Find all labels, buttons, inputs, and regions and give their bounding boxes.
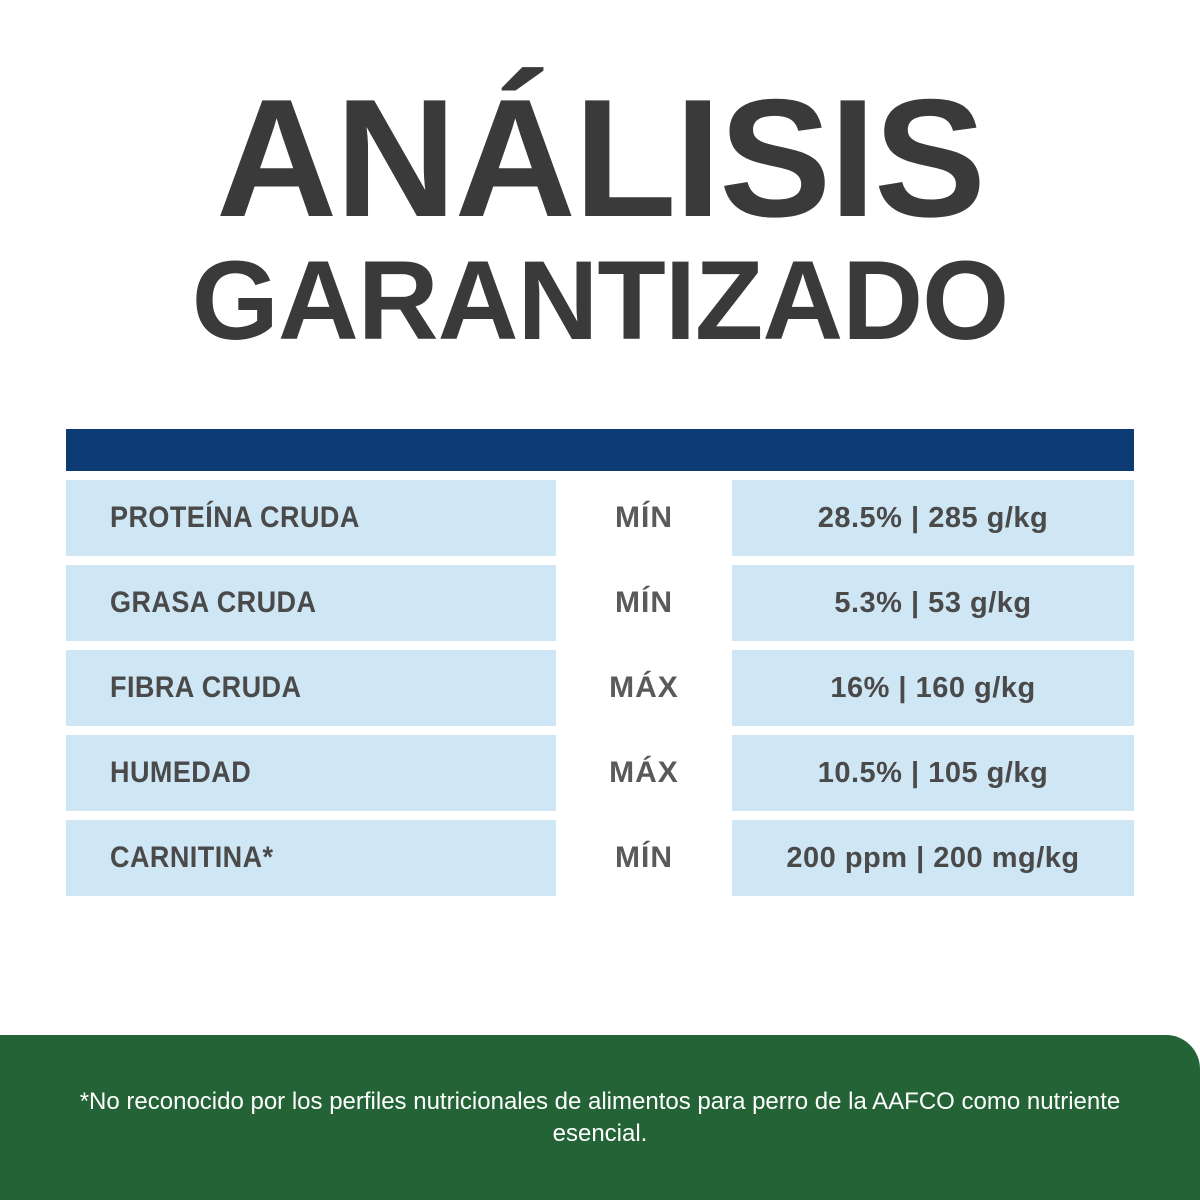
nutrient-value-cell [732, 650, 1134, 726]
title-line-primary: ANÁLISIS [215, 64, 985, 252]
nutrient-name-label: FIBRA CRUDA [110, 671, 302, 705]
nutrient-name-cell [66, 650, 556, 726]
nutrient-qualifier-label: MÍN [615, 841, 673, 875]
nutrient-value-label: 200 ppm | 200 mg/kg [786, 841, 1080, 874]
nutrient-value-cell [732, 735, 1134, 811]
nutrient-value-cell [732, 480, 1134, 556]
table-row [66, 650, 1134, 726]
table-row [66, 565, 1134, 641]
nutrient-name-cell [66, 820, 556, 896]
nutrient-name-label: PROTEÍNA CRUDA [110, 501, 360, 535]
nutrient-name-label: GRASA CRUDA [110, 586, 317, 620]
nutrient-qualifier-label: MÁX [609, 756, 679, 790]
footnote-text: *No reconocido por los perfiles nutricionales de alimentos para perro de la AAFCO como nutriente esencial. [79, 1088, 1121, 1147]
nutrient-qualifier-label: MÁX [609, 671, 679, 705]
nutrient-qualifier-cell [556, 735, 732, 811]
nutrient-name-label: CARNITINA* [110, 841, 274, 875]
nutrient-value-label: 28.5% | 285 g/kg [817, 501, 1049, 534]
table-row [66, 735, 1134, 811]
nutrient-value-label: 10.5% | 105 g/kg [817, 756, 1049, 789]
nutrient-qualifier-cell [556, 480, 732, 556]
nutrient-qualifier-cell [556, 820, 732, 896]
nutrient-name-label: HUMEDAD [110, 756, 252, 790]
nutrient-value-cell [732, 820, 1134, 896]
nutrient-qualifier-cell [556, 565, 732, 641]
nutrient-qualifier-label: MÍN [615, 501, 673, 535]
footnote-banner [0, 1035, 1200, 1200]
nutrient-value-label: 5.3% | 53 g/kg [834, 586, 1032, 619]
nutrient-value-cell [732, 565, 1134, 641]
table-row [66, 480, 1134, 556]
table-row [66, 820, 1134, 896]
title-line-secondary: GARANTIZADO [191, 238, 1009, 364]
nutrient-qualifier-cell [556, 650, 732, 726]
nutrient-name-cell [66, 565, 556, 641]
nutrient-qualifier-label: MÍN [615, 586, 673, 620]
analysis-table [66, 429, 1134, 896]
nutrient-value-label: 16% | 160 g/kg [830, 671, 1036, 704]
nutrient-name-cell [66, 735, 556, 811]
table-header-bar [66, 429, 1134, 471]
page-title [0, 0, 1200, 364]
nutrient-name-cell [66, 480, 556, 556]
